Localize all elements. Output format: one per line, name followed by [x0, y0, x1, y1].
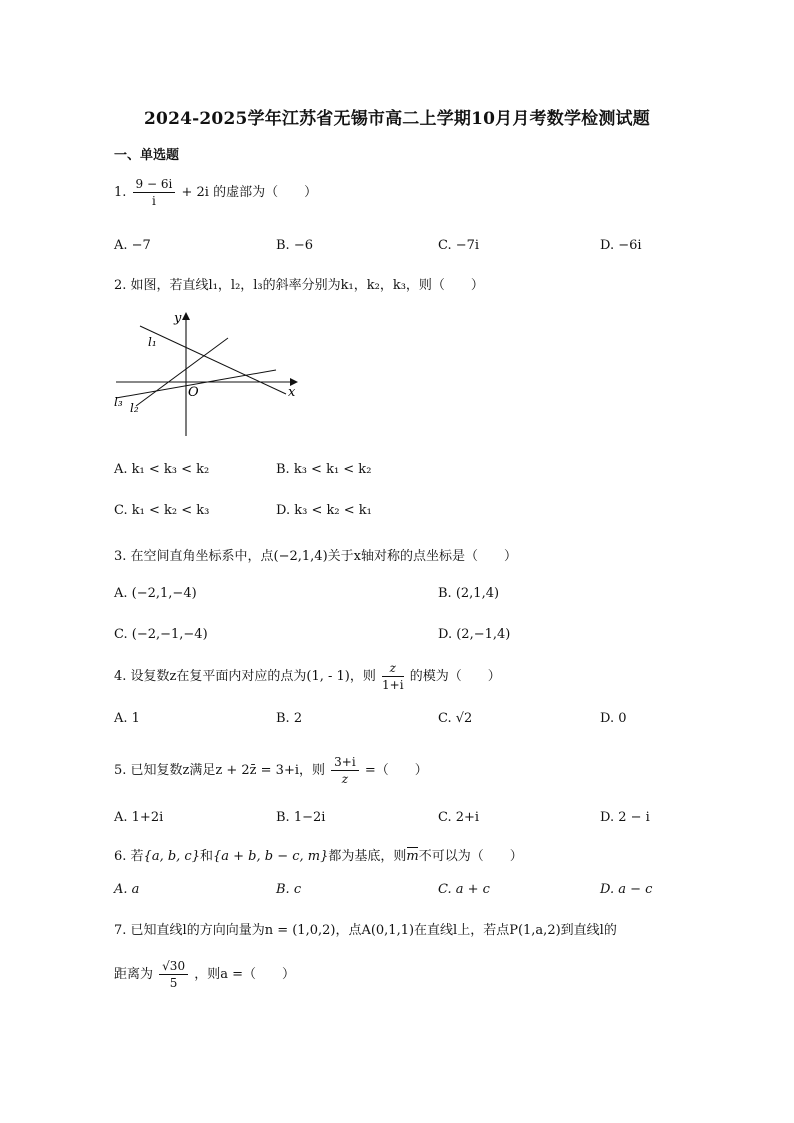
- exam-title: 2024-2025学年江苏省无锡市高二上学期10月月考数学检测试题: [144, 109, 650, 129]
- q4-post: 的模为（ ）: [409, 669, 501, 684]
- q4-option-d: D. 0: [600, 711, 627, 726]
- q3-option-b: B. (2,1,4): [438, 586, 500, 601]
- q4-option-a: A. 1: [114, 711, 140, 726]
- q5-fraction: $\frac{3+i}{z}$: [331, 754, 359, 787]
- q6-option-d: D. a − c: [600, 882, 653, 897]
- q3-option-d: D. (2,−1,4): [438, 627, 511, 642]
- question-5: [114, 754, 428, 787]
- section-heading: 一、单选题: [114, 148, 180, 163]
- l1-label: l₁: [148, 335, 157, 349]
- l3-label: l₃: [114, 395, 123, 409]
- q1-option-c: C. −7i: [438, 238, 480, 253]
- q6-mid: 和: [199, 849, 213, 864]
- q5-option-c: C. 2+i: [438, 810, 480, 825]
- q6-basis-1: {a, b, c}: [143, 849, 200, 864]
- q3-option-a: A. (−2,1,−4): [114, 586, 197, 601]
- q4-pre: 4. 设复数z在复平面内对应的点为(1, - 1)，则: [114, 669, 376, 684]
- q2-option-d: D. k₃ < k₂ < k₁: [276, 503, 372, 518]
- question-6: [114, 845, 523, 864]
- q4-option-b: B. 2: [276, 711, 303, 726]
- q2-option-a: A. k₁ < k₃ < k₂: [114, 462, 210, 477]
- question-7-line-2: [114, 958, 295, 991]
- q6-vector-m: m: [406, 849, 419, 864]
- question-2: 2. 如图，若直线l₁，l₂，l₃的斜率分别为k₁，k₂，k₃，则（ ）: [114, 278, 484, 293]
- l2-label: l₂: [130, 401, 139, 415]
- origin-label: O: [188, 385, 199, 400]
- question-4: [114, 660, 501, 693]
- y-axis-arrow: [182, 312, 190, 320]
- q4-fraction: $\frac{z}{1+i}$: [382, 661, 404, 692]
- q6-post1: 都为基底，则: [328, 849, 407, 864]
- q5-post: =（ ）: [364, 763, 428, 778]
- y-axis-label: y: [174, 311, 182, 326]
- x-axis-label: x: [288, 385, 296, 400]
- q1-tail: + 2i: [181, 185, 209, 200]
- q5-option-d: D. 2 − i: [600, 810, 650, 825]
- q6-option-c: C. a + c: [438, 882, 490, 897]
- q1-number: 1.: [114, 185, 127, 200]
- q7-post: ，则a =（ ）: [194, 967, 295, 982]
- q3-option-c: C. (−2,−1,−4): [114, 627, 208, 642]
- question-3: 3. 在空间直角坐标系中，点(−2,1,4)关于x轴对称的点坐标是（ ）: [114, 549, 517, 564]
- q5-pre: 5. 已知复数z满足z + 2z̄ = 3+i，则: [114, 763, 325, 778]
- q6-option-a: A. a: [114, 882, 140, 897]
- q1-option-a: A. −7: [114, 238, 151, 253]
- q2-figure: [110, 308, 310, 440]
- q1-text: 的虚部为（ ）: [213, 185, 318, 200]
- q2-option-b: B. k₃ < k₁ < k₂: [276, 462, 372, 477]
- q6-basis-2: {a + b, b − c, m}: [213, 849, 329, 864]
- question-7-line-1: 7. 已知直线l的方向向量为n = (1,0,2)，点A(0,1,1)在直线l上，若点P(1,a,2)到直线l的: [114, 923, 617, 938]
- q7-fraction: $\frac{√30}{5}$: [159, 958, 188, 991]
- q5-option-b: B. 1−2i: [276, 810, 326, 825]
- q4-option-c: C. √2: [438, 711, 473, 726]
- q5-option-a: A. 1+2i: [114, 810, 164, 825]
- q1-option-d: D. −6i: [600, 238, 642, 253]
- q1-option-b: B. −6: [276, 238, 313, 253]
- q1-fraction: $\frac{9 - 6i}{i}$: [133, 176, 176, 209]
- q6-option-b: B. c: [276, 882, 302, 897]
- q6-pre: 6. 若: [114, 849, 144, 864]
- q7-pre: 距离为: [114, 967, 154, 982]
- q6-post2: 不可以为（ ）: [418, 849, 523, 864]
- line-l1: [140, 326, 286, 394]
- question-1: [114, 176, 317, 209]
- q2-option-c: C. k₁ < k₂ < k₃: [114, 503, 210, 518]
